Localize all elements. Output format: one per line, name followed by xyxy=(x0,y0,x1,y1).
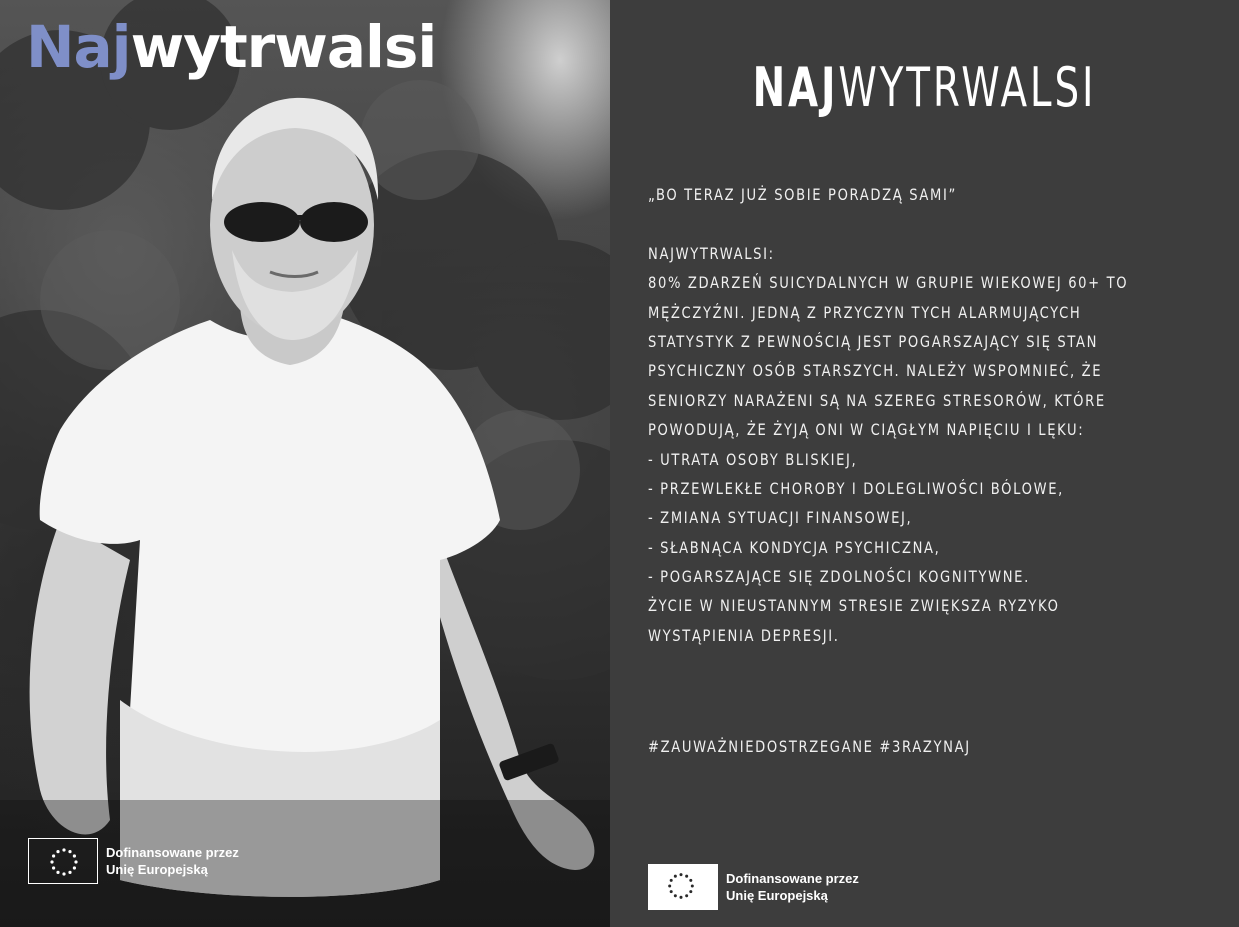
eu-funding-line1: Dofinansowane przez xyxy=(726,871,859,886)
page-title-part1: NAJ xyxy=(752,56,839,119)
body-line: WYSTĄPIENIA DEPRESJI. xyxy=(648,625,840,645)
page-title xyxy=(698,56,1151,119)
body-line: STATYSTYK Z PEWNOŚCIĄ JEST POGARSZAJĄCY SIĘ STAN xyxy=(648,331,1099,351)
body-line: SENIORZY NARAŻENI SĄ NA SZEREG STRESORÓW, KTÓRE xyxy=(648,390,1106,410)
eu-funding-line2: Unię Europejską xyxy=(106,862,208,877)
brand-logo xyxy=(26,13,437,81)
body-line: PSYCHICZNY OSÓB STARSZYCH. NALEŻY WSPOMNIEĆ, ŻE xyxy=(648,361,1103,381)
list-item: - SŁABNĄCA KONDYCJA PSYCHICZNA, xyxy=(648,537,941,557)
brand-logo-part2: wytrwalsi xyxy=(130,13,437,81)
eu-flag-icon xyxy=(648,864,718,910)
text-panel xyxy=(610,0,1239,927)
list-item: - PRZEWLEKŁE CHOROBY I DOLEGLIWOŚCI BÓLOWE, xyxy=(648,478,1064,498)
body-line: 80% ZDARZEŃ SUICYDALNYCH W GRUPIE WIEKOWEJ 60+ TO xyxy=(648,273,1129,293)
body-heading: NAJWYTRWALSI: xyxy=(648,243,775,263)
list-item: - POGARSZAJĄCE SIĘ ZDOLNOŚCI KOGNITYWNE. xyxy=(648,567,1030,587)
brand-logo-part1: Naj xyxy=(26,13,131,81)
hashtags: #ZAUWAŻNIEDOSTRZEGANE #3RAZYNAJ xyxy=(648,737,971,756)
article-body xyxy=(648,180,1228,650)
eu-funding-badge-left xyxy=(28,838,239,884)
body-line: ŻYCIE W NIEUSTANNYM STRESIE ZWIĘKSZA RYZYKO xyxy=(648,596,1060,616)
eu-flag-icon xyxy=(28,838,98,884)
portrait-photo xyxy=(0,0,610,927)
eu-funding-line2: Unię Europejską xyxy=(726,888,828,903)
eu-funding-badge-right xyxy=(648,864,859,910)
quote-line: „BO TERAZ JUŻ SOBIE PORADZĄ SAMI” xyxy=(648,185,957,204)
man-silhouette xyxy=(0,0,610,927)
page-title-part2: WYTRWALSI xyxy=(838,56,1097,119)
body-line: POWODUJĄ, ŻE ŻYJĄ ONI W CIĄGŁYM NAPIĘCIU I LĘKU: xyxy=(648,420,1085,440)
list-item: - UTRATA OSOBY BLISKIEJ, xyxy=(648,449,858,469)
eu-funding-line1: Dofinansowane przez xyxy=(106,845,239,860)
body-line: MĘŻCZYŹNI. JEDNĄ Z PRZYCZYN TYCH ALARMUJĄCYCH xyxy=(648,302,1082,322)
list-item: - ZMIANA SYTUACJI FINANSOWEJ, xyxy=(648,508,913,528)
